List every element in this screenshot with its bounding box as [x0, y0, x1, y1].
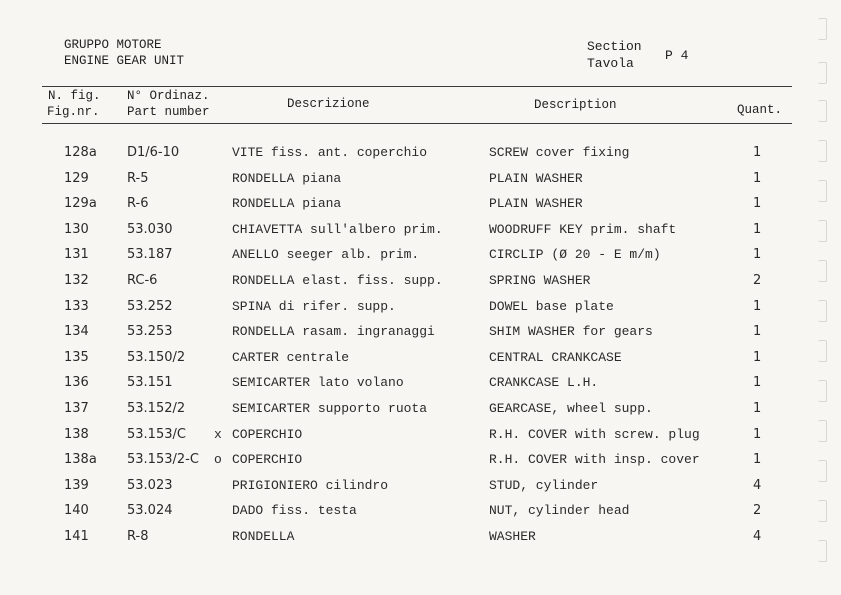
- row-mark: o: [214, 452, 222, 467]
- description-en: WASHER: [489, 529, 536, 544]
- description-en: SPRING WASHER: [489, 273, 591, 288]
- quantity: 1: [753, 171, 762, 186]
- description-it: RONDELLA: [232, 529, 295, 544]
- fig-number: 129: [64, 171, 89, 186]
- fig-number: 134: [64, 324, 89, 339]
- page-code: P 4: [665, 48, 689, 63]
- part-number: R-8: [127, 529, 149, 544]
- binder-mark: [818, 420, 827, 442]
- header-top-rule: [42, 86, 792, 87]
- binder-mark: [818, 460, 827, 482]
- binder-mark: [818, 540, 827, 562]
- part-number: 53.150/2: [127, 350, 186, 365]
- group-title-en: ENGINE GEAR UNIT: [64, 54, 185, 68]
- part-number: 53.153/2-C: [127, 452, 199, 467]
- group-title-it: GRUPPO MOTORE: [64, 38, 162, 52]
- quantity: 1: [753, 145, 762, 160]
- fig-number: 136: [64, 375, 89, 390]
- part-number: 53.253: [127, 324, 173, 339]
- part-number: R-6: [127, 196, 149, 211]
- row-mark: x: [214, 427, 222, 442]
- description-en: WOODRUFF KEY prim. shaft: [489, 222, 677, 237]
- quantity: 2: [753, 273, 762, 288]
- part-number: 53.024: [127, 503, 173, 518]
- header-bottom-rule: [42, 123, 792, 124]
- part-number: R-5: [127, 171, 149, 186]
- quantity: 2: [753, 503, 762, 518]
- description-en: R.H. COVER with screw. plug: [489, 427, 700, 442]
- part-number: 53.152/2: [127, 401, 186, 416]
- fig-number: 140: [64, 503, 89, 518]
- quantity: 1: [753, 452, 762, 467]
- col-order-en: Part number: [127, 105, 210, 119]
- quantity: 1: [753, 299, 762, 314]
- description-en: GEARCASE, wheel supp.: [489, 401, 653, 416]
- part-number: RC-6: [127, 273, 158, 288]
- description-it: COPERCHIO: [232, 427, 303, 442]
- binder-mark: [818, 100, 827, 122]
- description-it: SEMICARTER lato volano: [232, 375, 404, 390]
- fig-number: 135: [64, 350, 89, 365]
- binder-mark: [818, 18, 827, 40]
- binder-mark: [818, 300, 827, 322]
- part-number: D1/6-10: [127, 145, 180, 160]
- fig-number: 132: [64, 273, 89, 288]
- description-it: DADO fiss. testa: [232, 503, 357, 518]
- binder-mark: [818, 220, 827, 242]
- quantity: 1: [753, 324, 762, 339]
- col-descr-en: Description: [534, 98, 617, 112]
- fig-number: 131: [64, 247, 89, 262]
- quantity: 4: [753, 529, 762, 544]
- description-en: PLAIN WASHER: [489, 196, 583, 211]
- col-fig-en: Fig.nr.: [47, 105, 100, 119]
- col-fig-it: N. fig.: [48, 89, 101, 103]
- col-descr-it: Descrizione: [287, 97, 370, 111]
- description-it: CARTER centrale: [232, 350, 350, 365]
- description-it: RONDELLA piana: [232, 171, 342, 186]
- binder-mark: [818, 180, 827, 202]
- binder-mark: [818, 500, 827, 522]
- description-en: SHIM WASHER for gears: [489, 324, 653, 339]
- binder-mark: [818, 380, 827, 402]
- part-number: 53.023: [127, 478, 173, 493]
- fig-number: 133: [64, 299, 89, 314]
- description-it: VITE fiss. ant. coperchio: [232, 145, 428, 160]
- description-en: SCREW cover fixing: [489, 145, 630, 160]
- description-it: RONDELLA elast. fiss. supp.: [232, 273, 443, 288]
- fig-number: 138: [64, 427, 89, 442]
- quantity: 1: [753, 222, 762, 237]
- part-number: 53.030: [127, 222, 173, 237]
- description-it: COPERCHIO: [232, 452, 303, 467]
- quantity: 1: [753, 427, 762, 442]
- col-qty: Quant.: [737, 103, 783, 117]
- fig-number: 139: [64, 478, 89, 493]
- part-number: 53.153/C: [127, 427, 186, 442]
- description-en: PLAIN WASHER: [489, 171, 583, 186]
- section-label: Section: [587, 39, 642, 54]
- fig-number: 130: [64, 222, 89, 237]
- description-it: RONDELLA rasam. ingranaggi: [232, 324, 435, 339]
- description-en: R.H. COVER with insp. cover: [489, 452, 700, 467]
- description-it: SEMICARTER supporto ruota: [232, 401, 428, 416]
- binder-mark: [818, 140, 827, 162]
- tavola-label: Tavola: [587, 56, 634, 71]
- description-en: DOWEL base plate: [489, 299, 614, 314]
- quantity: 1: [753, 350, 762, 365]
- description-en: CIRCLIP (Ø 20 - E m/m): [489, 247, 661, 262]
- col-order-it: N° Ordinaz.: [127, 89, 210, 103]
- part-number: 53.151: [127, 375, 173, 390]
- fig-number: 129a: [64, 196, 97, 211]
- binder-mark: [818, 260, 827, 282]
- description-en: STUD, cylinder: [489, 478, 599, 493]
- fig-number: 138a: [64, 452, 97, 467]
- fig-number: 128a: [64, 145, 97, 160]
- quantity: 1: [753, 247, 762, 262]
- fig-number: 141: [64, 529, 89, 544]
- quantity: 4: [753, 478, 762, 493]
- description-it: CHIAVETTA sull'albero prim.: [232, 222, 443, 237]
- description-en: CENTRAL CRANKCASE: [489, 350, 622, 365]
- description-it: SPINA di rifer. supp.: [232, 299, 396, 314]
- part-number: 53.187: [127, 247, 173, 262]
- binder-mark: [818, 62, 827, 84]
- part-number: 53.252: [127, 299, 173, 314]
- binder-mark: [818, 340, 827, 362]
- quantity: 1: [753, 196, 762, 211]
- description-en: CRANKCASE L.H.: [489, 375, 599, 390]
- description-it: PRIGIONIERO cilindro: [232, 478, 389, 493]
- description-it: RONDELLA piana: [232, 196, 342, 211]
- description-it: ANELLO seeger alb. prim.: [232, 247, 420, 262]
- quantity: 1: [753, 375, 762, 390]
- description-en: NUT, cylinder head: [489, 503, 630, 518]
- quantity: 1: [753, 401, 762, 416]
- fig-number: 137: [64, 401, 89, 416]
